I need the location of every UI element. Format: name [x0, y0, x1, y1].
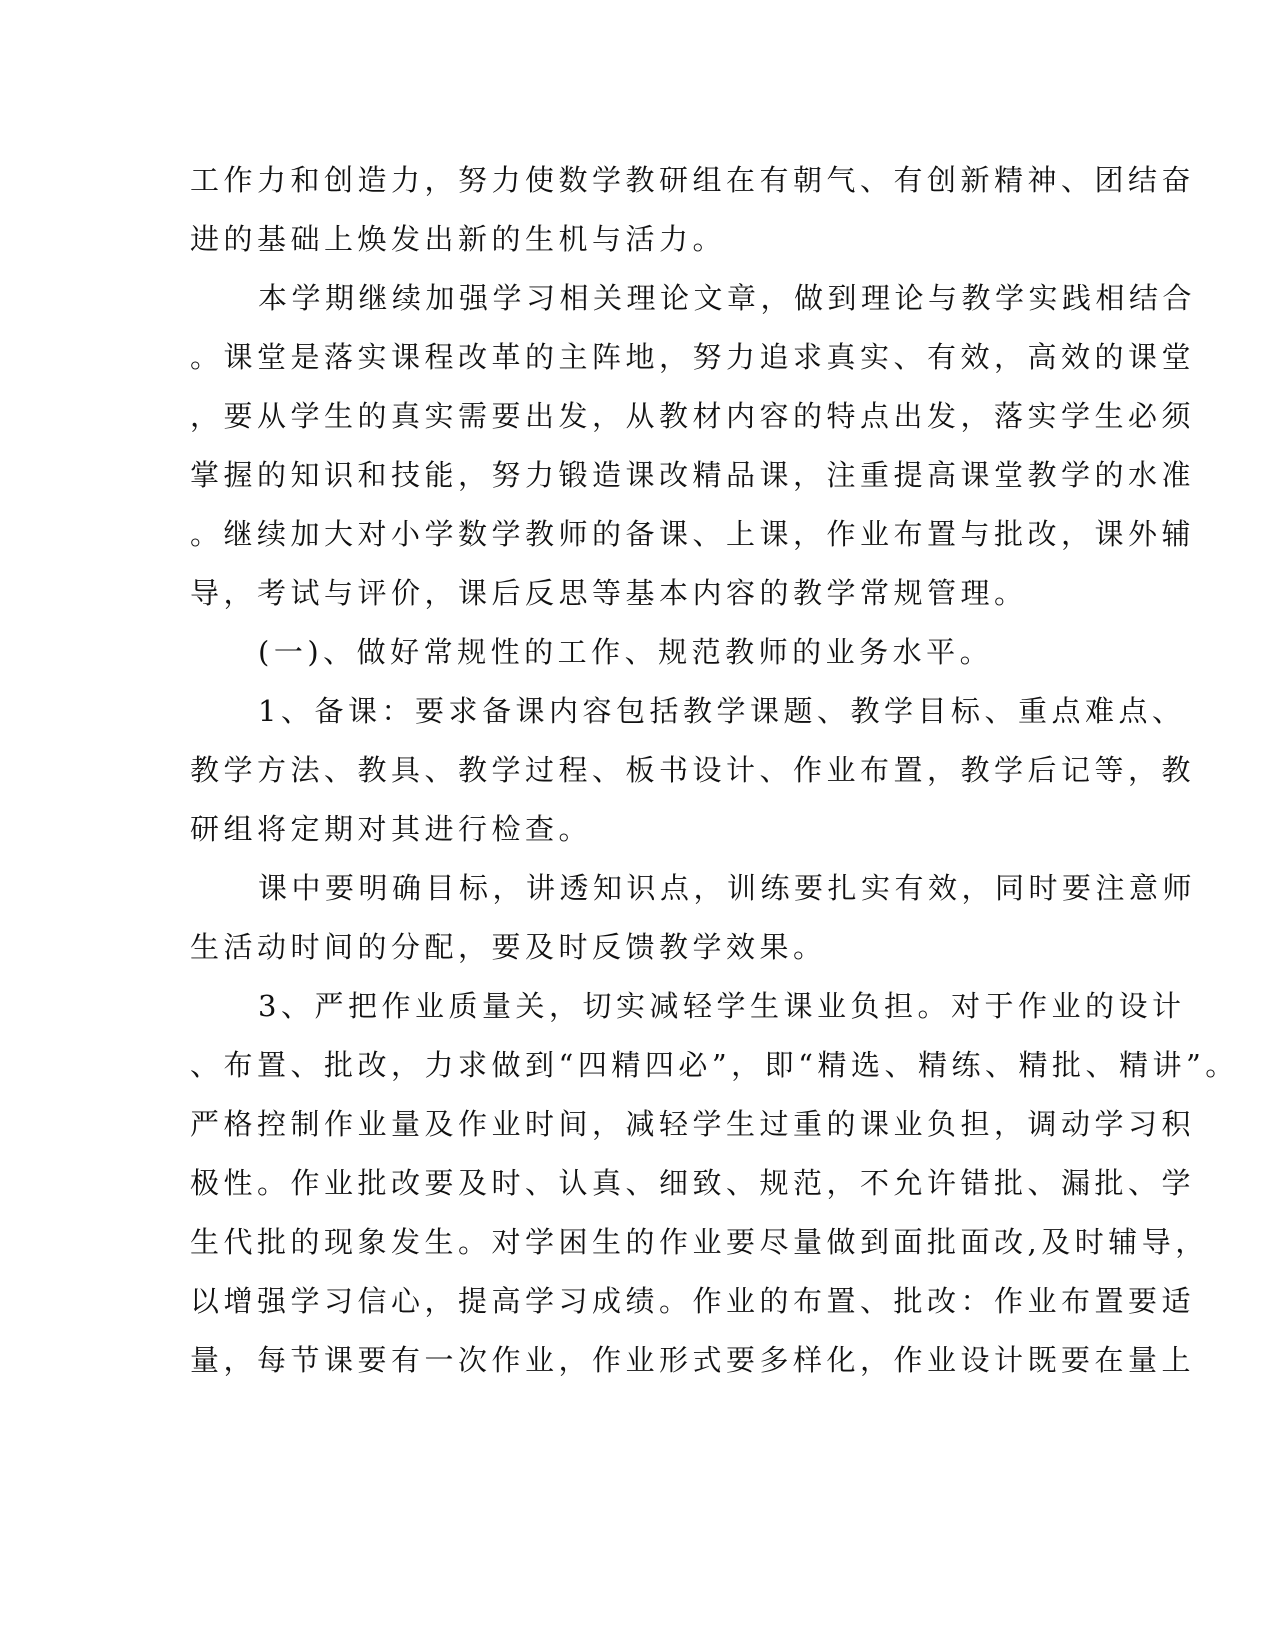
- text-line-2: 进的基础上焕发出新的生机与活力。: [190, 222, 727, 256]
- text-line-8: 导，考试与评价，课后反思等基本内容的教学常规管理。: [190, 576, 1028, 610]
- text-line-21: 量，每节课要有一次作业，作业形式要多样化，作业设计既要在量上: [190, 1343, 1196, 1377]
- text-line-14: 生活动时间的分配，要及时反馈教学效果。: [190, 930, 827, 964]
- text-line-3: 本学期继续加强学习相关理论文章，做到理论与教学实践相结合: [258, 281, 1197, 315]
- text-line-9: (一)、做好常规性的工作、规范教师的业务水平。: [258, 635, 994, 669]
- text-line-4: 。课堂是落实课程改革的主阵地，努力追求真实、有效，高效的课堂: [190, 340, 1196, 374]
- text-line-15: 3、严把作业质量关，切实减轻学生课业负担。对于作业的设计: [258, 989, 1186, 1023]
- text-line-10: 1、备课：要求备课内容包括教学课题、教学目标、重点难点、: [258, 694, 1186, 728]
- text-line-12: 研组将定期对其进行检查。: [190, 812, 593, 846]
- text-line-19: 生代批的现象发生。对学困生的作业要尽量做到面批面改,及时辅导，: [190, 1225, 1209, 1259]
- text-line-16: 、布置、批改，力求做到“四精四必”，即“精选、精练、精批、精讲”。: [190, 1048, 1239, 1082]
- text-line-17: 严格控制作业量及作业时间，减轻学生过重的课业负担，调动学习积: [190, 1107, 1196, 1141]
- text-line-7: 。继续加大对小学数学教师的备课、上课，作业布置与批改，课外辅: [190, 517, 1196, 551]
- text-line-18: 极性。作业批改要及时、认真、细致、规范，不允许错批、漏批、学: [190, 1166, 1196, 1200]
- text-line-13: 课中要明确目标，讲透知识点，训练要扎实有效，同时要注意师: [258, 871, 1197, 905]
- text-line-1: 工作力和创造力，努力使数学教研组在有朝气、有创新精神、团结奋: [190, 163, 1196, 197]
- text-line-20: 以增强学习信心，提高学习成绩。作业的布置、批改：作业布置要适: [190, 1284, 1196, 1318]
- text-line-5: ，要从学生的真实需要出发，从教材内容的特点出发，落实学生必须: [190, 399, 1196, 433]
- text-line-11: 教学方法、教具、教学过程、板书设计、作业布置，教学后记等，教: [190, 753, 1196, 787]
- text-line-6: 掌握的知识和技能，努力锻造课改精品课，注重提高课堂教学的水准: [190, 458, 1196, 492]
